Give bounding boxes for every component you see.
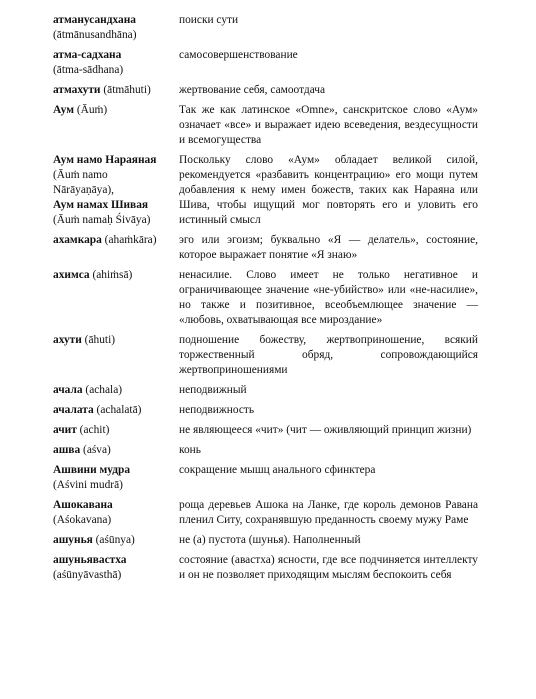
entry-definition: эго или эгоизм; буквально «Я — делатель», состояние, которое выражает понятие «Я знаю» [179, 234, 478, 261]
entry-term [53, 333, 179, 348]
entry-definition: самосовершенствование [179, 49, 298, 61]
entry-definition: Так же как латинское «Omne», санскритское слово «Аум» означает «все» и выражает идею всеведения, вездесущности и всемогущества [179, 104, 478, 146]
term-line [53, 168, 179, 183]
term-line [53, 533, 179, 548]
term-transliteration: (aśūnyāvasthā) [53, 569, 122, 581]
term-word: ачала [53, 384, 83, 396]
term-line [53, 403, 179, 418]
entry-definition: сокращение мышц анального сфинктера [179, 464, 376, 476]
term-line [53, 13, 179, 28]
glossary-entry [53, 268, 478, 328]
entry-term [53, 383, 179, 398]
term-line [53, 28, 179, 43]
term-line [53, 478, 179, 493]
term-line [53, 183, 179, 198]
glossary-entry [53, 553, 478, 583]
entry-definition: неподвижность [179, 404, 255, 416]
term-transliteration: (Āuṁ namaḥ Śivāya) [53, 214, 151, 226]
term-transliteration: (āhuti) [81, 334, 116, 346]
glossary-entry [53, 383, 478, 398]
term-word: Ашвини мудра [53, 464, 131, 476]
term-transliteration: (ātmāhuti) [100, 84, 151, 96]
entry-definition: состояние (авастха) ясности, где все подчиняется интеллекту и он не позволяет приходящим мыслям беспокоить себя [179, 554, 478, 581]
term-word: ахимса [53, 269, 90, 281]
glossary-entry [53, 403, 478, 418]
term-word: ахамкара [53, 234, 102, 246]
term-line [53, 48, 179, 63]
entry-term [53, 48, 179, 78]
entry-term [53, 233, 179, 248]
glossary-entry [53, 443, 478, 458]
term-transliteration: (ahaṁkāra) [101, 234, 157, 246]
term-word: ашунья [53, 534, 93, 546]
term-line [53, 568, 179, 583]
glossary-entry [53, 423, 478, 438]
term-transliteration: (achit) [76, 424, 110, 436]
entry-term [53, 423, 179, 438]
glossary-entry [53, 153, 478, 228]
term-word: атма-садхана [53, 49, 122, 61]
entry-definition: подношение божеству, жертвоприношение, всякий торжественный обряд, сопровождающийся жертвоприношениями [179, 334, 478, 376]
term-word: атманусандхана [53, 14, 136, 26]
entry-term [53, 83, 179, 98]
glossary-entry [53, 103, 478, 148]
term-word: ачалата [53, 404, 94, 416]
term-word: ашва [53, 444, 81, 456]
term-line [53, 268, 179, 283]
term-transliteration: (Aśvini mudrā) [53, 479, 123, 491]
term-line [53, 463, 179, 478]
term-line [53, 553, 179, 568]
glossary-entry [53, 463, 478, 493]
glossary-entry [53, 48, 478, 78]
glossary-entry [53, 13, 478, 43]
term-transliteration: (ahiṁsā) [89, 269, 133, 281]
entry-term [53, 498, 179, 528]
term-transliteration: (ātma-sādhana) [53, 64, 124, 76]
glossary-entry [53, 333, 478, 378]
entry-term [53, 463, 179, 493]
term-word: ахути [53, 334, 82, 346]
term-line [53, 153, 179, 168]
entry-term [53, 533, 179, 548]
term-word: Аум намах Шивая [53, 199, 149, 211]
term-word: Аум намо Нараяная [53, 154, 157, 166]
term-word: Ашокавана [53, 499, 113, 511]
entry-term [53, 103, 179, 118]
entry-definition: ненасилие. Слово имеет не только негативное и ограничивающее значение «не-убийство» или «не-насилие», но также и позитивное, всеобъемлющее значение — «любовь, охватывающая все мироздание» [179, 269, 478, 326]
term-word: атмахути [53, 84, 101, 96]
term-line [53, 443, 179, 458]
term-word: Аум [53, 104, 74, 116]
glossary-entry [53, 533, 478, 548]
entry-term [53, 403, 179, 418]
entry-definition: конь [179, 444, 201, 456]
term-transliteration: (ātmānusandhāna) [53, 29, 137, 41]
term-line [53, 63, 179, 78]
term-line [53, 383, 179, 398]
entry-term [53, 443, 179, 458]
term-line [53, 333, 179, 348]
term-transliteration: Nārāyaṇāya), [53, 184, 115, 196]
term-line [53, 103, 179, 118]
glossary-entry [53, 83, 478, 98]
term-transliteration: (achala) [82, 384, 123, 396]
term-word: ашуньявастха [53, 554, 127, 566]
glossary-entry [53, 498, 478, 528]
entry-definition: не (а) пустота (шунья). Наполненный [179, 534, 361, 546]
term-line [53, 213, 179, 228]
term-transliteration: (achalatā) [93, 404, 142, 416]
entry-definition: поиски сути [179, 14, 239, 26]
term-transliteration: (aśūnya) [92, 534, 135, 546]
entry-term [53, 553, 179, 583]
term-transliteration: (Āuṁ namo [53, 169, 108, 181]
entry-term [53, 153, 179, 228]
term-line [53, 233, 179, 248]
entry-definition: роща деревьев Ашока на Ланке, где король демонов Равана пленил Ситу, сохранявшую преданность своему мужу Раме [179, 499, 478, 526]
term-word: ачит [53, 424, 77, 436]
entry-term [53, 13, 179, 43]
term-line [53, 83, 179, 98]
term-line [53, 498, 179, 513]
term-transliteration: (Āuṁ) [73, 104, 108, 116]
entry-definition: Поскольку слово «Аум» обладает великой силой, рекомендуется «разбавить концентрацию» его мощи путем добавления к нему имен божеств, таких как Нараяна или Шива, чтобы ищущий мог повторять его и уловить его истинный смысл [179, 154, 478, 226]
entry-definition: жертвование себя, самоотдача [179, 84, 326, 96]
term-transliteration: (Aśokavana) [53, 514, 112, 526]
glossary-entry [53, 233, 478, 263]
entry-definition: неподвижный [179, 384, 247, 396]
term-line [53, 513, 179, 528]
term-transliteration: (aśva) [80, 444, 111, 456]
term-line [53, 198, 179, 213]
entry-term [53, 268, 179, 283]
entry-definition: не являющееся «чит» (чит — оживляющий принцип жизни) [179, 424, 472, 436]
term-line [53, 423, 179, 438]
glossary-page [53, 13, 478, 588]
